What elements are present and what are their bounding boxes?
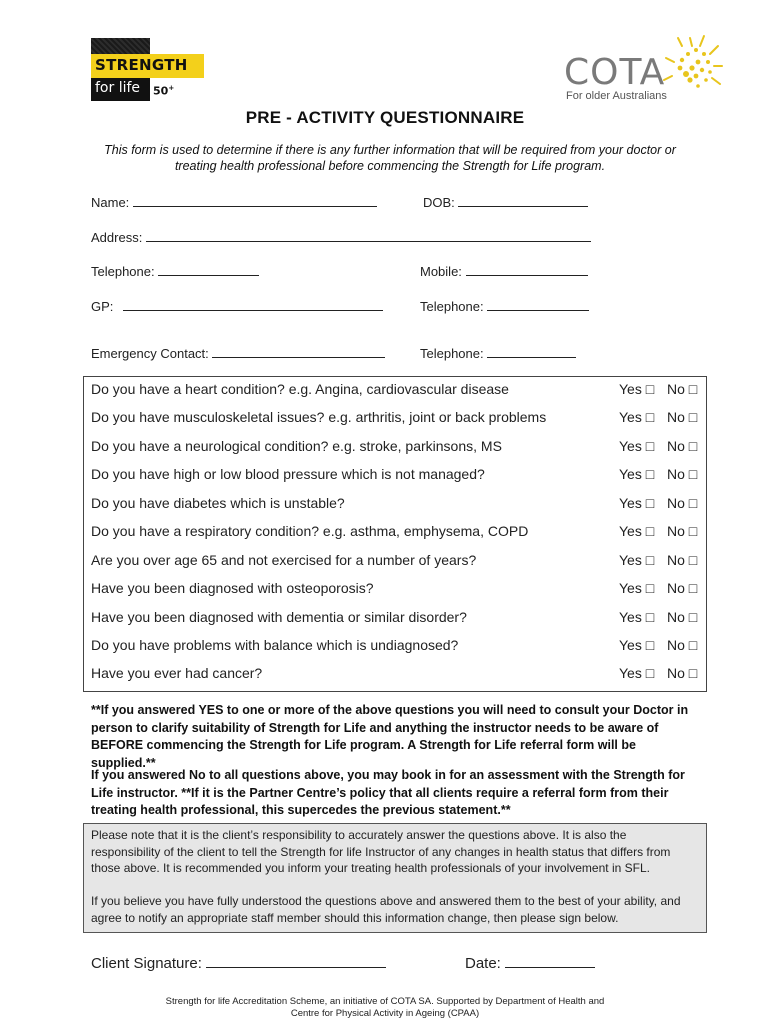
no-checkbox[interactable]: No □ bbox=[667, 637, 698, 653]
sfl-logo-pattern bbox=[91, 38, 150, 54]
no-checkbox[interactable]: No □ bbox=[667, 580, 698, 596]
no-checkbox[interactable]: No □ bbox=[667, 381, 698, 397]
yes-checkbox[interactable]: Yes □ bbox=[619, 580, 655, 596]
no-checkbox[interactable]: No □ bbox=[667, 552, 698, 568]
dob-field[interactable]: DOB: bbox=[423, 193, 588, 210]
disclaimer-paragraph-2: If you believe you have fully understood the questions above and answered them to the best of your ability, and agree to notify an appropriate staff member should this information change, then please sign below. bbox=[91, 894, 681, 925]
question-musculoskeletal: Do you have musculoskeletal issues? e.g. arthritis, joint or back problems bbox=[91, 409, 547, 425]
yes-checkbox[interactable]: Yes □ bbox=[619, 438, 655, 454]
yes-checkbox[interactable]: Yes □ bbox=[619, 466, 655, 482]
question-osteoporosis: Have you been diagnosed with osteoporosis? bbox=[91, 580, 374, 596]
client-signature-field[interactable]: Client Signature: bbox=[91, 952, 386, 972]
question-respiratory: Do you have a respiratory condition? e.g. asthma, emphysema, COPD bbox=[91, 523, 529, 539]
cota-sun-icon bbox=[652, 32, 724, 96]
no-checkbox[interactable]: No □ bbox=[667, 495, 698, 511]
yes-checkbox[interactable]: Yes □ bbox=[619, 609, 655, 625]
intro-text: This form is used to determine if there is any further information that will be required from your doctor or treating health professional before commencing the Strength for Life program. bbox=[104, 143, 676, 173]
emergency-telephone-field[interactable]: Telephone: bbox=[420, 344, 576, 361]
yes-checkbox[interactable]: Yes □ bbox=[619, 523, 655, 539]
yes-checkbox[interactable]: Yes □ bbox=[619, 381, 655, 397]
no-checkbox[interactable]: No □ bbox=[667, 466, 698, 482]
telephone-field[interactable]: Telephone: bbox=[91, 262, 259, 279]
yes-checkbox[interactable]: Yes □ bbox=[619, 552, 655, 568]
no-answer-note: If you answered No to all questions above, you may book in for an assessment with the Strength for Life instructor. **If it is the Partner Centre’s policy that all clients require a referral form from their treating health professional, this supercedes the previous statement.** bbox=[91, 768, 685, 817]
footer: Strength for life Accreditation Scheme, an initiative of COTA SA. Supported by Department of Health and Centre for Physical Activity in Ageing (CPAA) bbox=[165, 996, 605, 1019]
sfl-logo-for-life: for life bbox=[95, 80, 141, 96]
cota-logo-tagline: For older Australians bbox=[566, 90, 667, 102]
no-checkbox[interactable]: No □ bbox=[667, 609, 698, 625]
sfl-logo-age: 50+ bbox=[153, 84, 175, 98]
no-checkbox[interactable]: No □ bbox=[667, 409, 698, 425]
no-checkbox[interactable]: No □ bbox=[667, 523, 698, 539]
date-field[interactable]: Date: bbox=[465, 952, 595, 972]
question-dementia: Have you been diagnosed with dementia or similar disorder? bbox=[91, 609, 467, 625]
yes-checkbox[interactable]: Yes □ bbox=[619, 665, 655, 681]
no-checkbox[interactable]: No □ bbox=[667, 438, 698, 454]
question-neurological: Do you have a neurological condition? e.g. stroke, parkinsons, MS bbox=[91, 438, 502, 454]
question-heart: Do you have a heart condition? e.g. Angina, cardiovascular disease bbox=[91, 381, 509, 397]
question-balance: Do you have problems with balance which is undiagnosed? bbox=[91, 637, 459, 653]
yes-checkbox[interactable]: Yes □ bbox=[619, 495, 655, 511]
emergency-contact-field[interactable]: Emergency Contact: bbox=[91, 344, 385, 361]
question-blood-pressure: Do you have high or low blood pressure which is not managed? bbox=[91, 466, 485, 482]
cota-logo-name: COTA bbox=[564, 52, 666, 93]
gp-telephone-field[interactable]: Telephone: bbox=[420, 297, 589, 314]
yes-checkbox[interactable]: Yes □ bbox=[619, 637, 655, 653]
yes-checkbox[interactable]: Yes □ bbox=[619, 409, 655, 425]
question-age-65: Are you over age 65 and not exercised for a number of years? bbox=[91, 552, 477, 568]
mobile-field[interactable]: Mobile: bbox=[420, 262, 588, 279]
question-cancer: Have you ever had cancer? bbox=[91, 665, 263, 681]
name-field[interactable]: Name: bbox=[91, 193, 377, 210]
no-checkbox[interactable]: No □ bbox=[667, 665, 698, 681]
gp-field[interactable]: GP: bbox=[91, 297, 383, 314]
sfl-logo-strength: STRENGTH bbox=[95, 56, 188, 74]
address-field[interactable]: Address: bbox=[91, 228, 591, 245]
disclaimer-paragraph-1: Please note that it is the client’s responsibility to accurately answer the questions above. It is also the responsibility of the client to tell the Strength for life Instructor of any changes in health status that differs from those above. It is recommended you inform your treating health professionals of your involvement in SFL. bbox=[91, 828, 671, 875]
question-diabetes: Do you have diabetes which is unstable? bbox=[91, 495, 345, 511]
yes-answer-note: **If you answered YES to one or more of the above questions you will need to consult your Doctor in person to clarify suitability of Strength for Life and anything the instructor needs to be aware of BEFORE commencing the Strength for Life program. A Strength for Life referral form will be supplied.** bbox=[91, 703, 689, 770]
page-title: PRE - ACTIVITY QUESTIONNAIRE bbox=[245, 108, 525, 127]
